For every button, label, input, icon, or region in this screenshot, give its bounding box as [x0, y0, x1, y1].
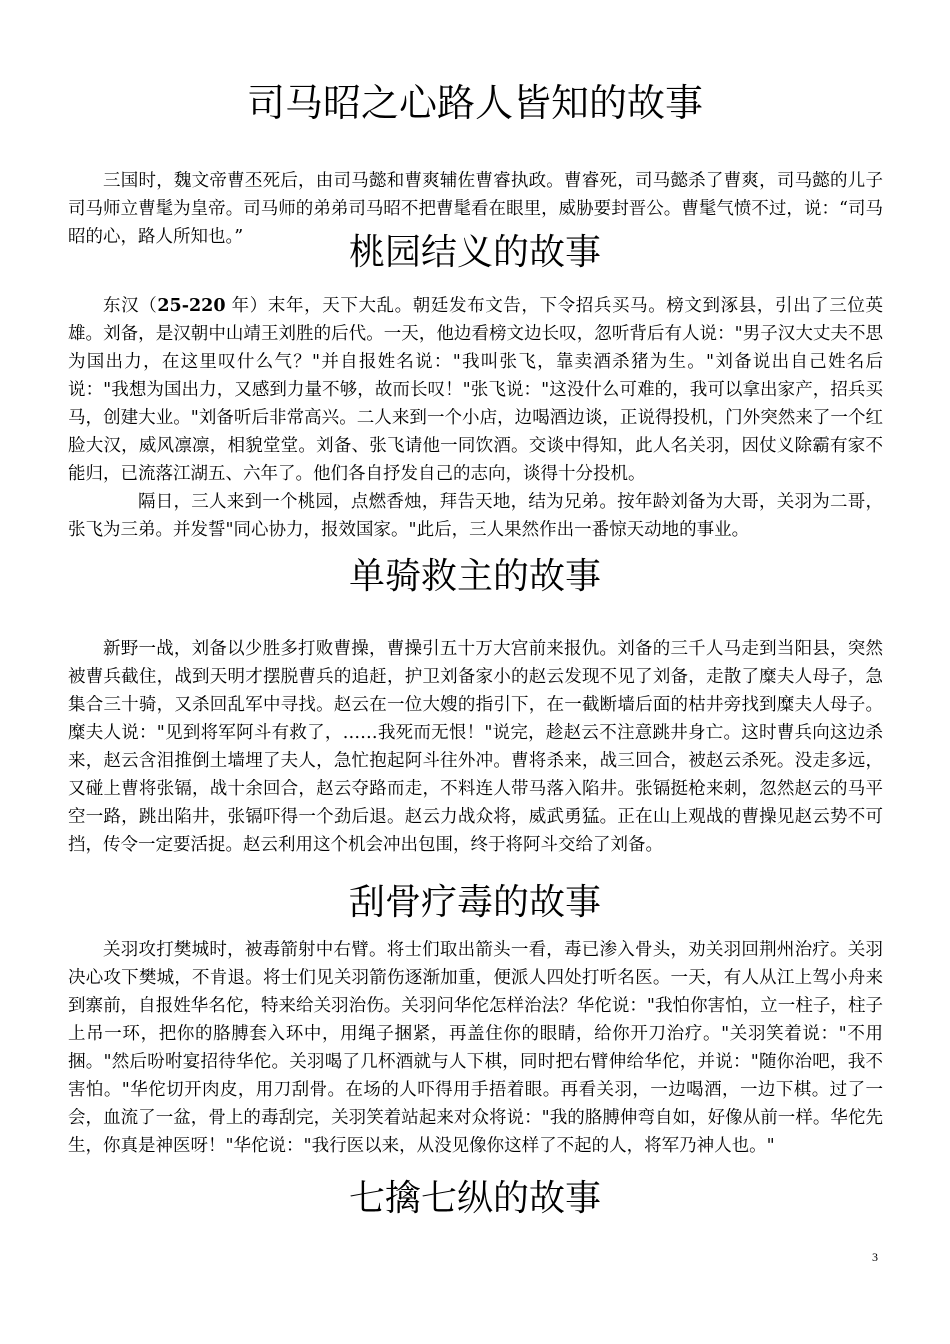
paragraph-taoyuan-1-pre: 东汉（ [103, 296, 158, 316]
paragraph-taoyuan-1 [68, 292, 883, 488]
paragraph-danqi: 新野一战，刘备以少胜多打败曹操，曹操引五十万大宫前来报仇。刘备的三千人马走到当阳县，突然被曹兵截住，战到天明才摆脱曹兵的追赶，护卫刘备家小的赵云发现不见了刘备，走散了糜夫人母子，急集合三十骑，又杀回乱军中寻找。赵云在一位大嫂的指引下，在一截断墙后面的枯井旁找到糜夫人母子。糜夫人说："见到将军阿斗有救了，……我死而无恨！"说完，趁赵云不注意跳井身亡。这时曹兵向这边杀来，赵云含泪推倒土墙埋了夫人，急忙抱起阿斗往外冲。曹将杀来，战三回合，被赵云杀死。没走多远，又碰上曹将张镉，战十余回合，赵云夺路而走，不料连人带马落入陷井。张镉挺枪来刺，忽然赵云的马平空一路，跳出陷井，张镉吓得一个劲后退。赵云力战众将，威武勇猛。正在山上观战的曹操见赵云势不可挡，传令一定要活捉。赵云利用这个机会冲出包围，终于将阿斗交给了刘备。 [68, 639, 883, 855]
section-title-danqi: 单骑救主的故事 [348, 556, 601, 597]
paragraph-taoyuan-2: 隔日，三人来到一个桃园，点燃香烛，拜告天地，结为兄弟。按年龄刘备为大哥，关羽为二哥，张飞为三弟。并发誓"同心协力，报效国家。"此后，三人果然作出一番惊天动地的事业。 [68, 492, 883, 540]
page-number: 3 [872, 1250, 878, 1264]
paragraph-sima-zhao: 三国时，魏文帝曹丕死后，由司马懿和曹爽辅佐曹睿执政。曹睿死，司马懿杀了曹爽，司马懿的儿子司马师立曹髦为皇帝。司马师的弟弟司马昭不把曹髦看在眼里，威胁要封晋公。曹髦气愤不过，说：“司马昭的心，路人所知也。” [68, 171, 883, 247]
section-title-taoyuan: 桃园结义的故事 [348, 232, 601, 273]
paragraph-guagu: 关羽攻打樊城时，被毒箭射中右臂。将士们取出箭头一看，毒已渗入骨头，劝关羽回荆州治疗。关羽决心攻下樊城，不肯退。将士们见关羽箭伤逐渐加重，便派人四处打听名医。一天，有人从江上驾小舟来到寨前，自报姓华名佗，特来给关羽治伤。关羽问华佗怎样治法？华佗说："我怕你害怕，立一柱子，柱子上吊一环，把你的胳膊套入环中，用绳子捆紧，再盖住你的眼睛，给你开刀治疗。"关羽笑着说："不用捆。"然后吩咐宴招待华佗。关羽喝了几杯酒就与人下棋，同时把右臂伸给华佗，并说："随你治吧，我不害怕。"华佗切开肉皮，用刀刮骨。在场的人吓得用手捂着眼。再看关羽，一边喝酒，一边下棋。过了一会，血流了一盆，骨上的毒刮完，关羽笑着站起来对众将说："我的胳膊伸弯自如，好像从前一样。华佗先生，你真是神医呀！"华佗说："我行医以来，从没见像你这样了不起的人，将军乃神人也。" [68, 940, 883, 1156]
section-title-qiqin: 七擒七纵的故事 [348, 1178, 601, 1219]
section-title-sima-zhao: 司马昭之心路人皆知的故事 [246, 81, 703, 125]
paragraph-taoyuan-1-post: 年）末年，天下大乱。朝廷发布文告，下令招兵买马。榜文到涿县，引出了三位英雄。刘备，是汉朝中山靖王刘胜的后代。一天，他边看榜文边长叹，忽听背后有人说："男子汉大丈夫不思为国出力，在这里叹什么气？"并自报姓名说："我叫张飞，靠卖酒杀猪为生。"刘备说出自己姓名后说："我想为国出力，又感到力量不够，故而长叹！"张飞说："这没什么可难的，我可以拿出家产，招兵买马，创建大业。"刘备听后非常高兴。二人来到一个小店，边喝酒边谈，正说得投机，门外突然来了一个红脸大汉，威风凛凛，相貌堂堂。刘备、张飞请他一同饮酒。交谈中得知，此人名关羽，因仗义除霸有家不能归，已流落江湖五、六年了。他们各自抒发自己的志向，谈得十分投机。 [68, 296, 884, 484]
section-title-guagu: 刮骨疗毒的故事 [348, 882, 601, 923]
paragraph-taoyuan-1-years: 25-220 [157, 296, 226, 316]
